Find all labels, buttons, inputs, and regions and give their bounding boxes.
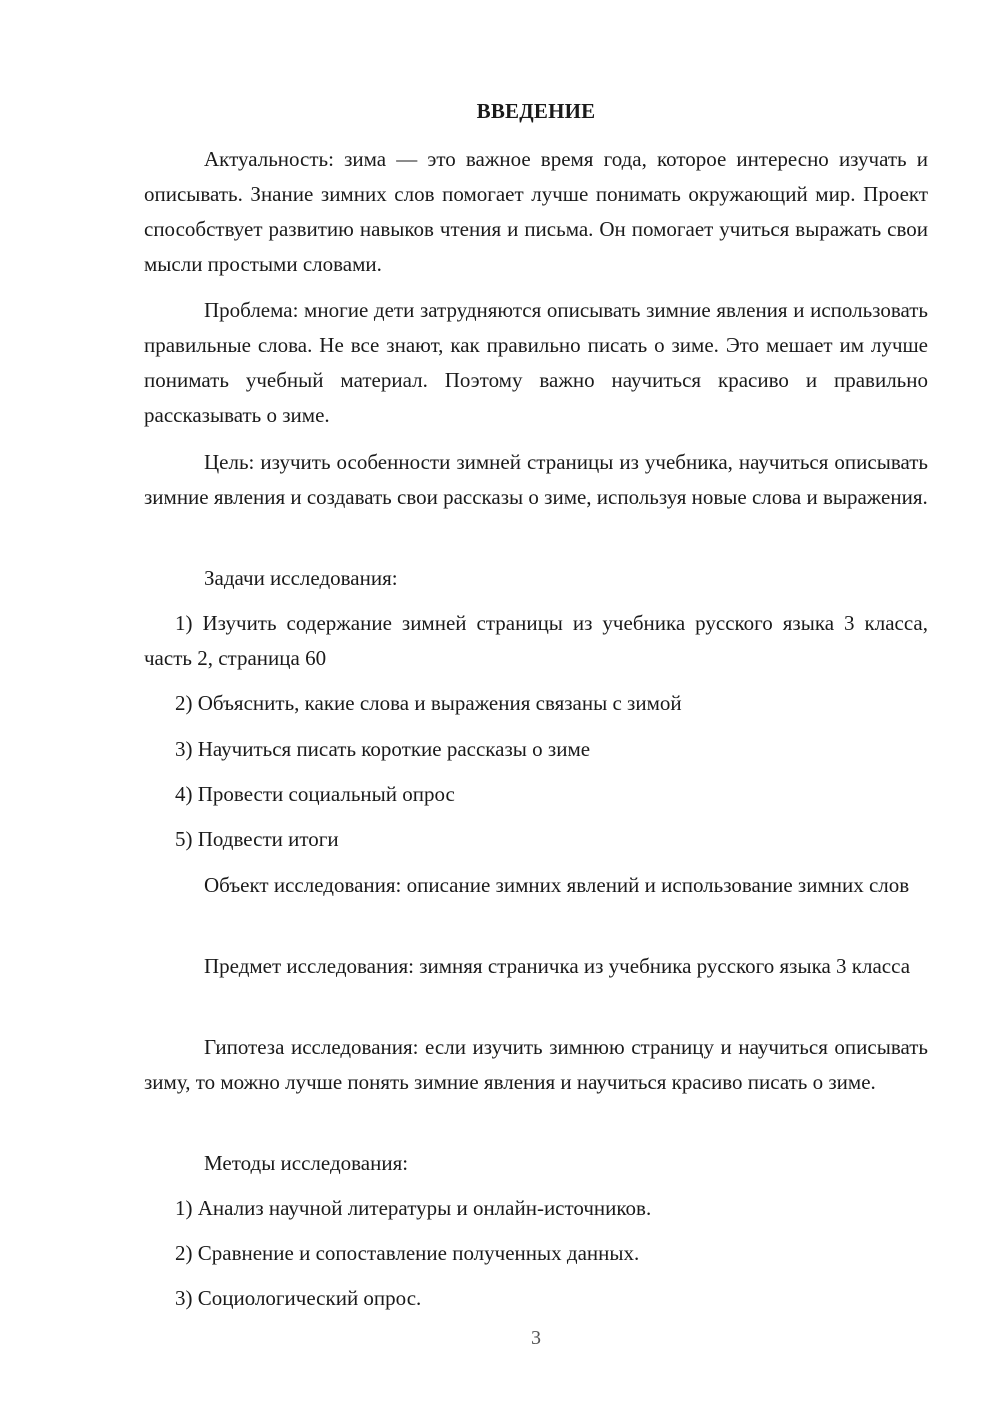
- page-title: ВВЕДЕНИЕ: [476, 99, 596, 123]
- method-item-3: 3) Социологический опрос.: [175, 1286, 422, 1310]
- document-page: [144, 0, 928, 1414]
- goal-paragraph: Цель: изучить особенности зимней страницы из учебника, научиться описывать зимние явления и создавать свои рассказы о зиме, используя новые слова и выражения.: [144, 450, 928, 509]
- task-item-5: 5) Подвести итоги: [175, 827, 339, 851]
- task-item-2: 2) Объяснить, какие слова и выражения связаны с зимой: [175, 691, 682, 715]
- subject-paragraph: Предмет исследования: зимняя страничка из учебника русского языка 3 класса: [204, 954, 911, 978]
- object-paragraph: Объект исследования: описание зимних явлений и использование зимних слов: [204, 873, 910, 897]
- relevance-paragraph: Актуальность: зима — это важное время года, которое интересно изучать и описывать. Знание зимних слов помогает лучше понимать окружающий мир. Проект способствует развитию навыков чтения и письма. Он помогает учиться выражать свои мысли простыми словами.: [144, 147, 928, 276]
- hypothesis-paragraph: Гипотеза исследования: если изучить зимнюю страницу и научиться описывать зиму, то можно лучше понять зимние явления и научиться красиво писать о зиме.: [144, 1035, 928, 1094]
- methods-title: Методы исследования:: [204, 1151, 409, 1175]
- page-number: 3: [531, 1327, 541, 1349]
- task-item-4: 4) Провести социальный опрос: [175, 782, 455, 806]
- method-item-1: 1) Анализ научной литературы и онлайн-источников.: [175, 1196, 652, 1220]
- task-item-3: 3) Научиться писать короткие рассказы о зиме: [175, 737, 591, 761]
- tasks-title: Задачи исследования:: [204, 566, 398, 590]
- method-item-2: 2) Сравнение и сопоставление полученных данных.: [175, 1241, 640, 1265]
- task-item-1: 1) Изучить содержание зимней страницы из учебника русского языка 3 класса, часть 2, страница 60: [144, 611, 928, 670]
- problem-paragraph: Проблема: многие дети затрудняются описывать зимние явления и использовать правильные слова. Не все знают, как правильно писать о зиме. Это мешает им лучше понимать учебный материал. Поэтому важно научиться красиво и правильно рассказывать о зиме.: [144, 298, 928, 427]
